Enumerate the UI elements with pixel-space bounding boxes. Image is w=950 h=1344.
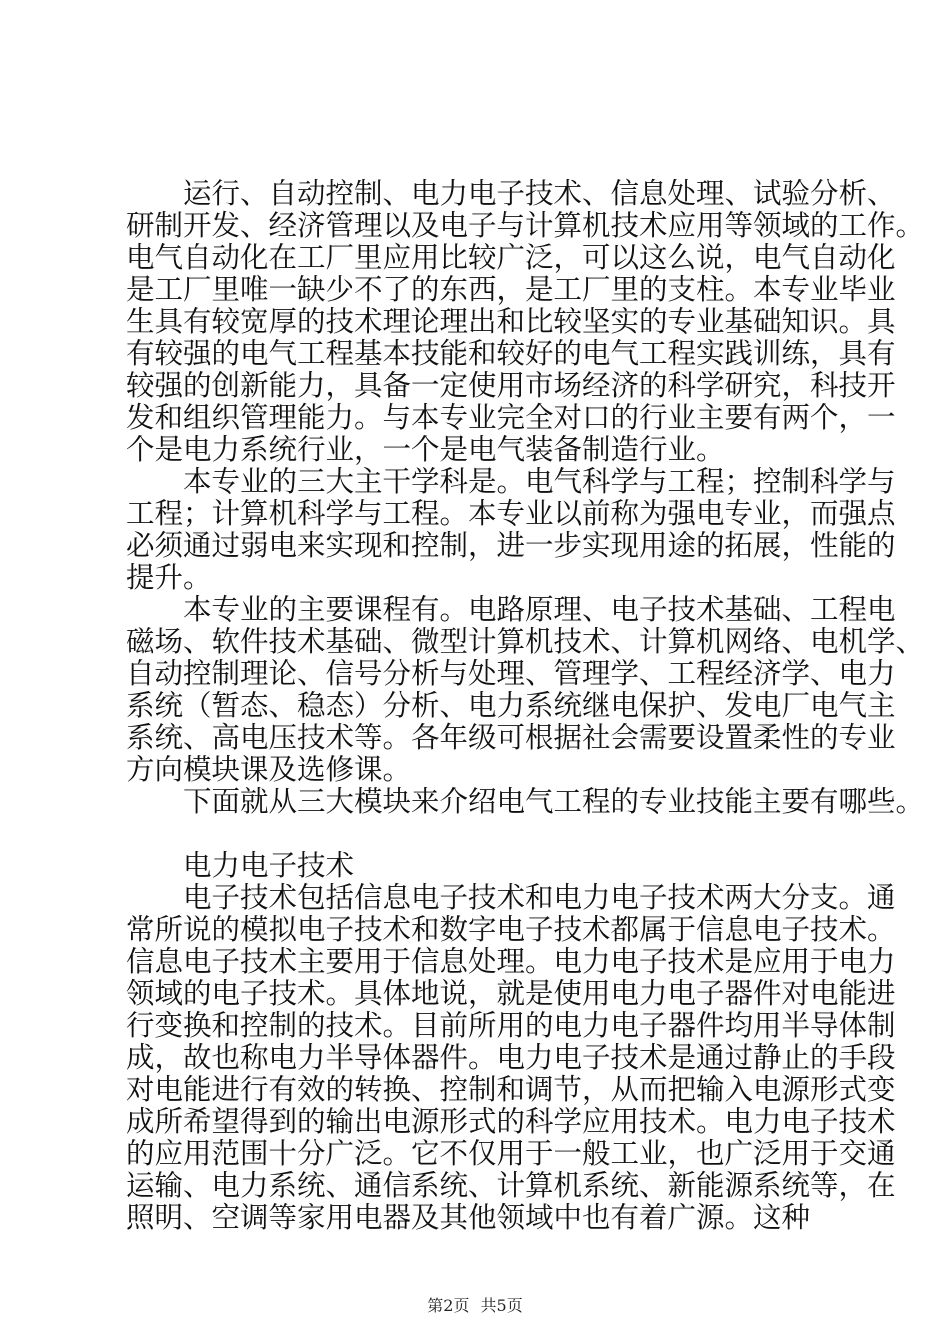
text-line: 常所说的模拟电子技术和数字电子技术都属于信息电子技术。	[126, 913, 896, 946]
text-line: 生具有较宽厚的技术理论理出和比较坚实的专业基础知识。具	[126, 305, 896, 338]
text-line: 发和组织管理能力。与本专业完全对口的行业主要有两个，一	[126, 401, 896, 434]
section-heading: 电力电子技术	[126, 849, 355, 882]
text-line: 有较强的电气工程基本技能和较好的电气工程实践训练，具有	[126, 337, 896, 370]
page-number: 第2页	[427, 1296, 470, 1315]
text-line: 提升。	[126, 561, 212, 594]
text-line: 系统、高电压技术等。各年级可根据社会需要设置柔性的专业	[126, 721, 896, 754]
text-line: 自动控制理论、信号分析与处理、管理学、工程经济学、电力	[126, 657, 896, 690]
text-line: 照明、空调等家用电器及其他领域中也有着广源。这种	[126, 1201, 811, 1234]
text-line: 信息电子技术主要用于信息处理。电力电子技术是应用于电力	[126, 945, 896, 978]
text-line: 本专业的三大主干学科是。电气科学与工程；控制科学与	[126, 465, 896, 498]
text-line: 磁场、软件技术基础、微型计算机技术、计算机网络、电机学、	[126, 625, 925, 658]
text-line: 必须通过弱电来实现和控制，进一步实现用途的拓展，性能的	[126, 529, 896, 562]
text-line: 系统（暂态、稳态）分析、电力系统继电保护、发电厂电气主	[126, 689, 896, 722]
text-line: 研制开发、经济管理以及电子与计算机技术应用等领域的工作。	[126, 209, 925, 242]
text-line: 下面就从三大模块来介绍电气工程的专业技能主要有哪些。	[126, 785, 925, 818]
page-footer	[0, 1296, 950, 1316]
text-line: 本专业的主要课程有。电路原理、电子技术基础、工程电	[126, 593, 896, 626]
text-line: 成，故也称电力半导体器件。电力电子技术是通过静止的手段	[126, 1041, 896, 1074]
text-line: 运输、电力系统、通信系统、计算机系统、新能源系统等，在	[126, 1169, 896, 1202]
text-line: 领域的电子技术。具体地说，就是使用电力电子器件对电能进	[126, 977, 896, 1010]
text-line: 成所希望得到的输出电源形式的科学应用技术。电力电子技术	[126, 1105, 896, 1138]
text-line: 工程；计算机科学与工程。本专业以前称为强电专业，而强点	[126, 497, 896, 530]
text-line: 的应用范围十分广泛。它不仅用于一般工业，也广泛用于交通	[126, 1137, 896, 1170]
text-line: 较强的创新能力，具备一定使用市场经济的科学研究，科技开	[126, 369, 896, 402]
text-line: 对电能进行有效的转换、控制和调节，从而把输入电源形式变	[126, 1073, 896, 1106]
text-line: 方向模块课及选修课。	[126, 753, 412, 786]
text-line: 是工厂里唯一缺少不了的东西，是工厂里的支柱。本专业毕业	[126, 273, 896, 306]
page-total: 共5页	[480, 1296, 523, 1315]
text-line: 电气自动化在工厂里应用比较广泛，可以这么说，电气自动化	[126, 241, 896, 274]
blank-line	[126, 818, 830, 850]
text-line: 电子技术包括信息电子技术和电力电子技术两大分支。通	[126, 881, 896, 914]
text-line: 运行、自动控制、电力电子技术、信息处理、试验分析、	[126, 177, 896, 210]
text-line: 行变换和控制的技术。目前所用的电力电子器件均用半导体制	[126, 1009, 896, 1042]
text-line: 个是电力系统行业，一个是电气装备制造行业。	[126, 433, 725, 466]
